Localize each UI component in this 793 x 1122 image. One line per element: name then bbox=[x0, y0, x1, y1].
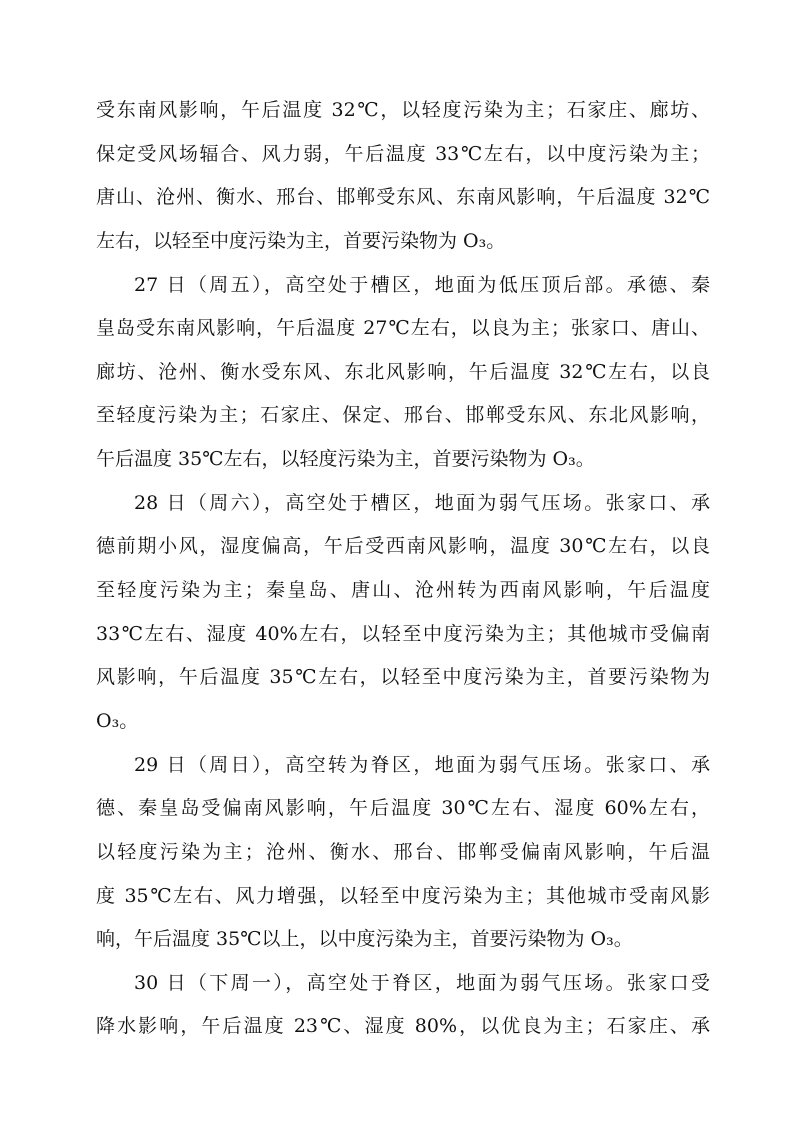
text-line: 至轻度污染为主；秦皇岛、唐山、沧州转为西南风影响，午后温度 bbox=[96, 579, 710, 602]
document-body bbox=[96, 96, 710, 1056]
text-line: 廊坊、沧州、衡水受东风、东北风影响，午后温度 32℃左右，以良 bbox=[96, 360, 710, 383]
paragraph-first-line: 29 日（周日），高空转为脊区，地面为弱气压场。张家口、承 bbox=[134, 753, 710, 776]
text-line: 保定受风场辐合、风力弱，午后温度 33℃左右，以中度污染为主； bbox=[96, 142, 710, 165]
text-line: 唐山、沧州、衡水、邢台、邯郸受东风、东南风影响，午后温度 32℃ bbox=[96, 186, 710, 209]
text-line: 受东南风影响，午后温度 32℃，以轻度污染为主；石家庄、廊坊、 bbox=[96, 99, 710, 121]
paragraph-first-line: 30 日（下周一），高空处于脊区，地面为弱气压场。张家口受 bbox=[134, 971, 710, 994]
text-line: 33℃左右、湿度 40%左右，以轻至中度污染为主；其他城市受偏南 bbox=[96, 622, 710, 645]
paragraph-first-line: 27 日（周五），高空处于槽区，地面为低压顶后部。承德、秦 bbox=[134, 273, 710, 296]
text-line: 至轻度污染为主；石家庄、保定、邢台、邯郸受东风、东北风影响， bbox=[96, 404, 710, 427]
text-line: 度 35℃左右、风力增强，以轻至中度污染为主；其他城市受南风影 bbox=[96, 884, 710, 907]
text-line: 午后温度 35℃左右，以轻度污染为主，首要污染物为 O₃。 bbox=[96, 448, 595, 471]
text-line: 左右，以轻至中度污染为主，首要污染物为 O₃。 bbox=[96, 229, 506, 252]
text-line: 以轻度污染为主；沧州、衡水、邢台、邯郸受偏南风影响，午后温 bbox=[96, 840, 710, 863]
text-line: 风影响，午后温度 35℃左右，以轻至中度污染为主，首要污染物为 bbox=[96, 666, 710, 689]
text-line: 德前期小风，湿度偏高，午后受西南风影响，温度 30℃左右，以良 bbox=[96, 535, 710, 558]
text-line: 皇岛受东南风影响，午后温度 27℃左右，以良为主；张家口、唐山、 bbox=[96, 317, 710, 340]
text-line: 降水影响，午后温度 23℃、湿度 80%，以优良为主；石家庄、承 bbox=[96, 1015, 710, 1038]
paragraph-first-line: 28 日（周六），高空处于槽区，地面为弱气压场。张家口、承 bbox=[134, 491, 710, 514]
text-line: O₃。 bbox=[96, 709, 139, 732]
text-line: 响，午后温度 35℃以上，以中度污染为主，首要污染物为 O₃。 bbox=[96, 928, 633, 951]
text-line: 德、秦皇岛受偏南风影响，午后温度 30℃左右、湿度 60%左右， bbox=[96, 797, 710, 820]
